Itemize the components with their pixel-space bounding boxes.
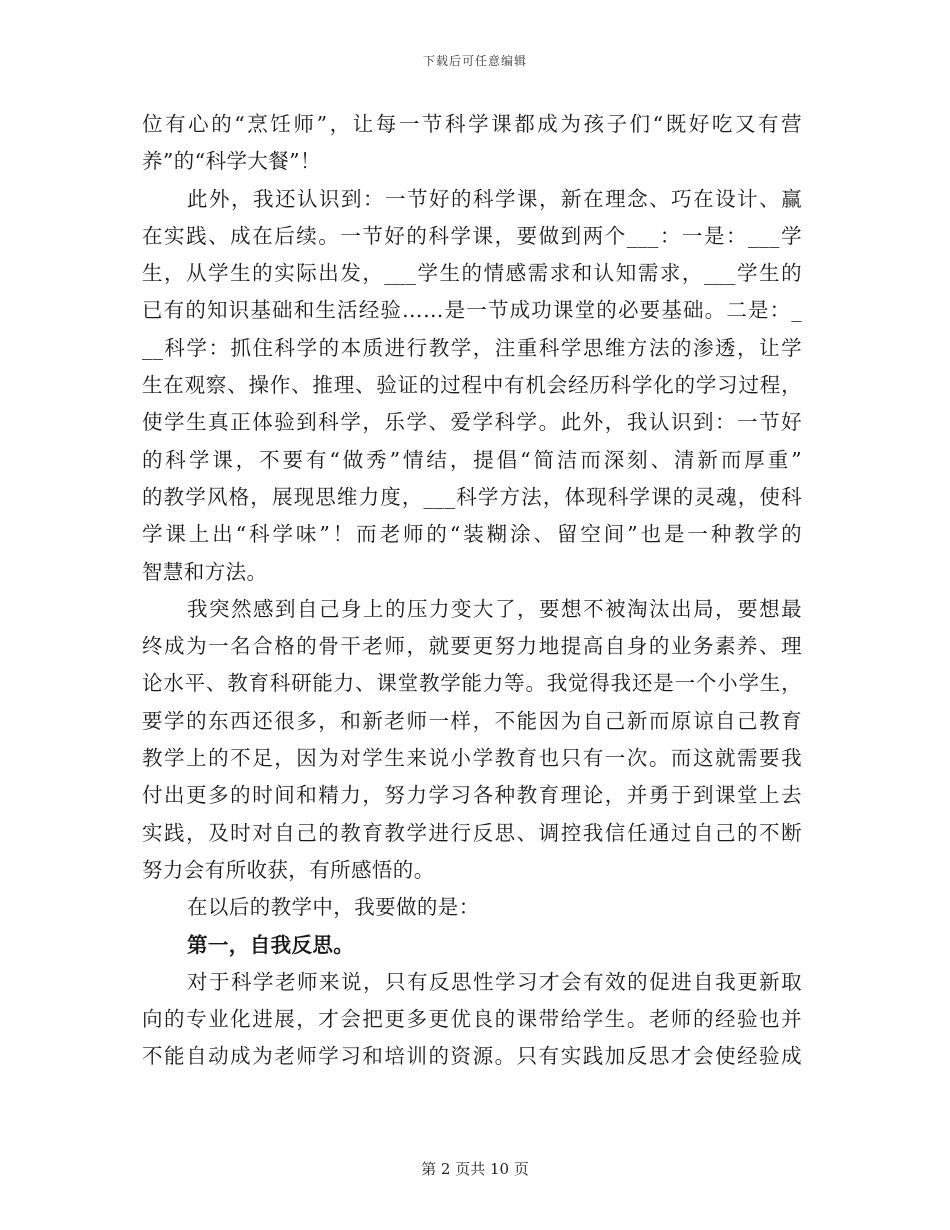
section-heading-line: 第一，自我反思。 [187, 932, 355, 957]
text-line: 不能自动成为老师学习和培训的资源。只有实践加反思才会使经验成 [142, 1044, 802, 1069]
text-line: 向的专业化进展，才会把更多更优良的课带给学生。老师的经验也并 [142, 1007, 802, 1032]
text-line: 养”的“科学大餐”！ [142, 149, 321, 174]
text-line: 生，从学生的实际出发，___学生的情感需求和认知需求，___学生的 [142, 261, 802, 286]
text-line: 的教学风格，展现思维力度，___科学方法，体现科学课的灵魂，使科 [142, 484, 802, 509]
document-body [142, 106, 802, 1076]
text-line: 学课上出“科学味”！而老师的“装糊涂、留空间”也是一种教学的 [142, 522, 802, 547]
text-line: 我突然感到自己身上的压力变大了，要想不被淘汰出局，要想最 [187, 596, 802, 621]
text-line: 已有的知识基础和生活经验……是一节成功课堂的必要基础。二是：_ [142, 298, 802, 323]
text-line: 使学生真正体验到科学，乐学、爱学科学。此外，我认识到：一节好 [142, 410, 802, 435]
text-line: 要学的东西还很多，和新老师一样，不能因为自己新而原谅自己教育 [142, 708, 802, 733]
text-line: 实践，及时对自己的教育教学进行反思、调控我信任通过自己的不断 [142, 820, 802, 845]
text-line: 智慧和方法。 [142, 559, 268, 584]
text-line: 位有心的“烹饪师”，让每一节科学课都成为孩子们“既好吃又有营 [142, 112, 802, 136]
page-header: 下载后可任意编辑 [422, 54, 527, 68]
text-line: 在实践、成在后续。一节好的科学课，要做到两个___：一是：___学 [142, 223, 802, 248]
text-line: 论水平、教育科研能力、课堂教学能力等。我觉得我还是一个小学生， [142, 671, 802, 696]
text-line: 的科学课，不要有“做秀”情结，提倡“简洁而深刻、清新而厚重” [142, 447, 802, 472]
text-line: 生在观察、操作、推理、验证的过程中有机会经历科学化的学习过程， [142, 373, 802, 398]
text-line: __科学：抓住科学的本质进行教学，注重科学思维方法的渗透，让学 [142, 335, 802, 360]
text-line: 教学上的不足，因为对学生来说小学教育也只有一次。而这就需要我 [142, 746, 802, 771]
text-line: 此外，我还认识到：一节好的科学课，新在理念、巧在设计、赢 [187, 186, 802, 211]
text-line: 在以后的教学中，我要做的是： [187, 895, 480, 920]
text-line: 对于科学老师来说，只有反思性学习才会有效的促进自我更新取 [187, 969, 802, 994]
text-line: 努力会有所收获，有所感悟的。 [142, 857, 435, 882]
text-line: 终成为一名合格的骨干老师，就要更努力地提高自身的业务素养、理 [142, 634, 802, 659]
page-number-footer: 第 2 页共 10 页 [421, 1160, 529, 1178]
text-line: 付出更多的时间和精力，努力学习各种教育理论，并勇于到课堂上去 [142, 783, 802, 808]
